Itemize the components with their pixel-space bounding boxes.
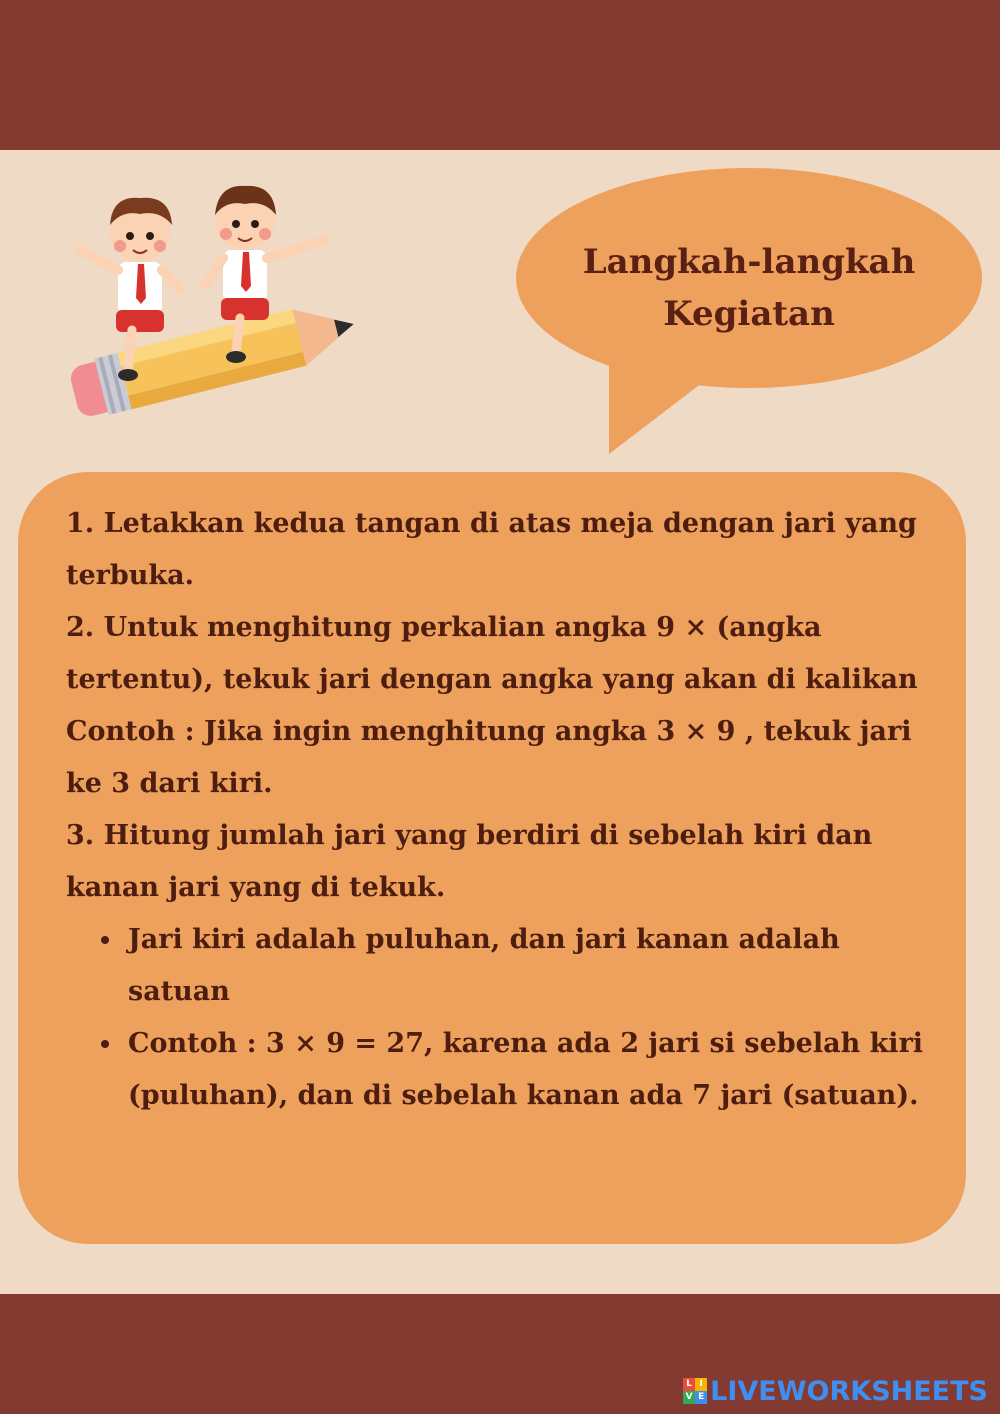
liveworksheets-brand [683, 1374, 988, 1408]
logo-letter: I [695, 1378, 707, 1391]
kids-on-pencil-illustration [40, 170, 370, 430]
liveworksheets-logo-icon [683, 1378, 707, 1404]
brand-text: LIVEWORKSHEETS [710, 1375, 988, 1407]
step-2: 2. Untuk menghitung perkalian angka 9 × (angka tertentu), tekuk jari dengan angka yang akan di kalikan [66, 612, 918, 695]
bubble-title [515, 236, 983, 340]
logo-letter: L [683, 1378, 695, 1391]
step-3-bullets [66, 914, 946, 1122]
logo-letter: V [683, 1391, 695, 1404]
step-1: 1. Letakkan kedua tangan di atas meja dengan jari yang terbuka. [66, 508, 917, 591]
logo-letter: E [695, 1391, 707, 1404]
steps-list [66, 498, 946, 1122]
step-example: Contoh : Jika ingin menghitung angka 3 × 9 , tekuk jari ke 3 dari kiri. [66, 716, 912, 799]
bullet-item: Contoh : 3 × 9 = 27, karena ada 2 jari si sebelah kiri (puluhan), dan di sebelah kanan ada 7 jari (satuan). [128, 1018, 946, 1122]
bullet-item: Jari kiri adalah puluhan, dan jari kanan adalah satuan [128, 914, 946, 1018]
steps-card [18, 472, 966, 1244]
speech-bubble [515, 168, 983, 458]
step-3: 3. Hitung jumlah jari yang berdiri di sebelah kiri dan kanan jari yang di tekuk. [66, 820, 873, 903]
top-band [0, 0, 1000, 150]
bubble-title-line-1: Langkah-langkah [582, 242, 916, 282]
bubble-title-line-2: Kegiatan [663, 294, 835, 334]
